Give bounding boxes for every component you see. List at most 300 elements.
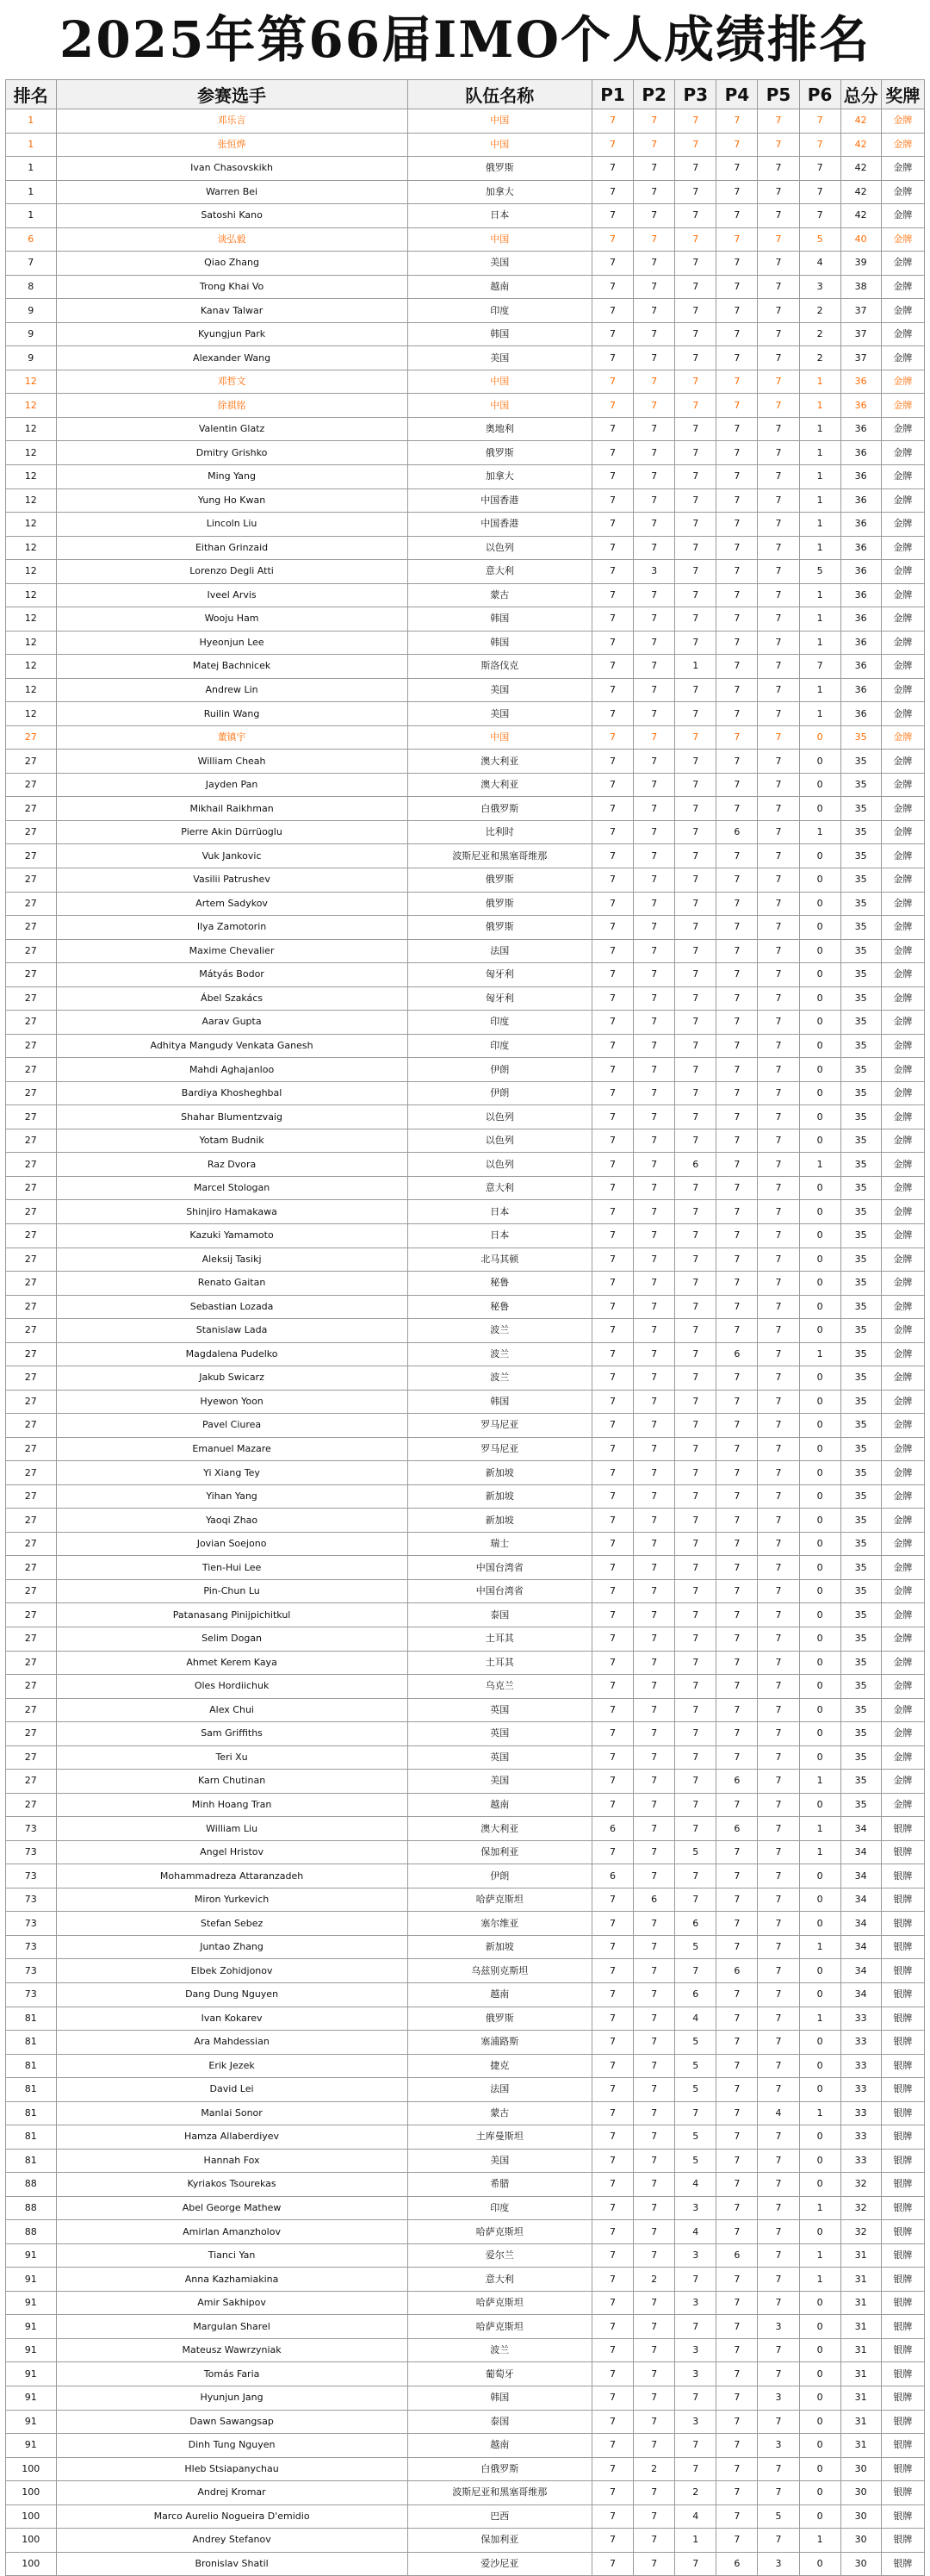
total-cell: 35 (840, 939, 881, 963)
p1-cell: 7 (592, 1698, 633, 1722)
p2-cell: 7 (634, 1556, 675, 1580)
p6-cell: 7 (799, 133, 840, 157)
p4-cell: 7 (716, 2338, 758, 2362)
p5-cell: 7 (758, 1935, 799, 1959)
p5-cell: 7 (758, 488, 799, 513)
contestant-cell: Yi Xiang Tey (56, 1461, 407, 1485)
p5-cell: 7 (758, 916, 799, 940)
table-row (6, 2504, 925, 2529)
p3-cell: 7 (675, 1532, 716, 1556)
contestant-cell: Tomás Faria (56, 2362, 407, 2386)
p4-cell: 7 (716, 204, 758, 228)
p3-cell: 7 (675, 1248, 716, 1272)
total-cell: 35 (840, 1200, 881, 1224)
p5-cell: 7 (758, 275, 799, 299)
p5-cell: 7 (758, 939, 799, 963)
p1-cell: 7 (592, 1129, 633, 1153)
p1-cell: 7 (592, 109, 633, 134)
p5-cell: 7 (758, 631, 799, 655)
table-row (6, 1034, 925, 1058)
contestant-cell: Yotam Budnik (56, 1129, 407, 1153)
medal-cell: 银牌 (881, 2529, 924, 2553)
p5-cell: 7 (758, 133, 799, 157)
table-row (6, 1248, 925, 1272)
rank-cell: 1 (6, 180, 57, 204)
rank-cell: 9 (6, 299, 57, 323)
medal-cell: 银牌 (881, 1864, 924, 1888)
team-cell: 伊朗 (407, 1864, 592, 1888)
p1-cell: 7 (592, 1509, 633, 1533)
p4-cell: 7 (716, 417, 758, 441)
table-row (6, 1176, 925, 1200)
medal-cell: 银牌 (881, 2101, 924, 2125)
table-row (6, 1627, 925, 1652)
p6-cell: 1 (799, 2007, 840, 2031)
p6-cell: 1 (799, 488, 840, 513)
p6-cell: 0 (799, 1509, 840, 1533)
team-cell: 土耳其 (407, 1651, 592, 1675)
p1-cell: 7 (592, 1603, 633, 1627)
p3-cell: 7 (675, 109, 716, 134)
team-cell: 比利时 (407, 820, 592, 844)
p2-cell: 7 (634, 1105, 675, 1129)
p4-cell: 6 (716, 2552, 758, 2576)
team-cell: 以色列 (407, 1129, 592, 1153)
p4-cell: 7 (716, 227, 758, 252)
p4-cell: 7 (716, 1912, 758, 1936)
medal-cell: 银牌 (881, 2362, 924, 2386)
table-row (6, 2125, 925, 2150)
total-cell: 36 (840, 536, 881, 560)
p4-cell: 7 (716, 1982, 758, 2007)
total-cell: 34 (840, 1888, 881, 1912)
medal-cell: 金牌 (881, 1390, 924, 1414)
p5-cell: 7 (758, 583, 799, 607)
contestant-cell: Aarav Gupta (56, 1011, 407, 1035)
rank-cell: 73 (6, 1864, 57, 1888)
p3-cell: 4 (675, 2220, 716, 2244)
total-cell: 35 (840, 1081, 881, 1105)
p5-cell: 7 (758, 1176, 799, 1200)
p4-cell: 7 (716, 1698, 758, 1722)
p4-cell: 7 (716, 2362, 758, 2386)
p1-cell: 7 (592, 464, 633, 488)
medal-cell: 金牌 (881, 370, 924, 394)
table-row (6, 1437, 925, 1461)
rank-cell: 27 (6, 1081, 57, 1105)
medal-cell: 金牌 (881, 252, 924, 276)
p3-cell: 7 (675, 1603, 716, 1627)
p1-cell: 7 (592, 2434, 633, 2458)
p6-cell: 0 (799, 1982, 840, 2007)
p6-cell: 1 (799, 513, 840, 537)
p6-cell: 1 (799, 607, 840, 632)
p3-cell: 7 (675, 1414, 716, 1438)
p4-cell: 7 (716, 109, 758, 134)
medal-cell: 金牌 (881, 1651, 924, 1675)
p4-cell: 7 (716, 1888, 758, 1912)
p4-cell: 7 (716, 1129, 758, 1153)
p5-cell: 7 (758, 1698, 799, 1722)
p6-cell: 1 (799, 631, 840, 655)
p2-cell: 7 (634, 133, 675, 157)
p2-cell: 7 (634, 299, 675, 323)
p3-cell: 7 (675, 1366, 716, 1391)
rank-cell: 91 (6, 2243, 57, 2268)
table-row (6, 2410, 925, 2434)
team-cell: 秘鲁 (407, 1295, 592, 1319)
p5-cell: 7 (758, 1579, 799, 1603)
p1-cell: 7 (592, 2268, 633, 2292)
p2-cell: 7 (634, 1034, 675, 1058)
team-cell: 美国 (407, 702, 592, 726)
total-cell: 35 (840, 1223, 881, 1248)
rank-cell: 12 (6, 702, 57, 726)
rank-cell: 27 (6, 1532, 57, 1556)
p5-cell: 7 (758, 1864, 799, 1888)
p6-cell: 5 (799, 560, 840, 584)
p2-cell: 7 (634, 631, 675, 655)
contestant-cell: David Lei (56, 2078, 407, 2102)
rank-cell: 27 (6, 1651, 57, 1675)
p4-cell: 7 (716, 2173, 758, 2197)
medal-cell: 金牌 (881, 1793, 924, 1817)
table-row (6, 750, 925, 774)
team-cell: 日本 (407, 1223, 592, 1248)
medal-cell: 金牌 (881, 1248, 924, 1272)
medal-cell: 银牌 (881, 2504, 924, 2529)
p6-cell: 0 (799, 963, 840, 987)
table-header-row (6, 80, 925, 109)
rank-cell: 27 (6, 1011, 57, 1035)
p1-cell: 7 (592, 1627, 633, 1652)
rank-cell: 27 (6, 1603, 57, 1627)
table-row (6, 702, 925, 726)
p3-cell: 7 (675, 1200, 716, 1224)
team-cell: 捷克 (407, 2054, 592, 2078)
p1-cell: 7 (592, 1176, 633, 1200)
p1-cell: 7 (592, 299, 633, 323)
contestant-cell: Bardiya Khosheghbal (56, 1081, 407, 1105)
p5-cell: 7 (758, 1888, 799, 1912)
p4-cell: 7 (716, 560, 758, 584)
p3-cell: 7 (675, 1342, 716, 1366)
total-cell: 33 (840, 2007, 881, 2031)
table-row (6, 1817, 925, 1841)
ranking-table (5, 79, 925, 2576)
p1-cell: 7 (592, 986, 633, 1011)
p1-cell: 7 (592, 2007, 633, 2031)
p6-cell: 0 (799, 1484, 840, 1509)
p6-cell: 0 (799, 1698, 840, 1722)
rank-cell: 27 (6, 1153, 57, 1177)
p3-cell: 3 (675, 2410, 716, 2434)
medal-cell: 金牌 (881, 1319, 924, 1343)
p4-cell: 7 (716, 1081, 758, 1105)
team-cell: 伊朗 (407, 1058, 592, 1082)
p3-cell: 4 (675, 2173, 716, 2197)
p1-cell: 7 (592, 1556, 633, 1580)
p1-cell: 7 (592, 750, 633, 774)
contestant-cell: Abel George Mathew (56, 2196, 407, 2220)
p2-cell: 7 (634, 1817, 675, 1841)
p5-cell: 7 (758, 394, 799, 418)
team-cell: 美国 (407, 2149, 592, 2173)
contestant-cell: Dmitry Grishko (56, 441, 407, 465)
rank-cell: 27 (6, 1366, 57, 1391)
p4-cell: 7 (716, 1745, 758, 1770)
p4-cell: 7 (716, 536, 758, 560)
contestant-cell: Kanav Talwar (56, 299, 407, 323)
p4-cell: 7 (716, 2529, 758, 2553)
rank-cell: 12 (6, 488, 57, 513)
medal-cell: 金牌 (881, 1272, 924, 1296)
p5-cell: 7 (758, 1414, 799, 1438)
total-cell: 36 (840, 513, 881, 537)
p1-cell: 7 (592, 797, 633, 821)
p3-cell: 7 (675, 133, 716, 157)
table-row (6, 2220, 925, 2244)
p1-cell: 7 (592, 1342, 633, 1366)
total-cell: 34 (840, 1817, 881, 1841)
rank-cell: 12 (6, 441, 57, 465)
p5-cell: 7 (758, 299, 799, 323)
p4-cell: 7 (716, 1627, 758, 1652)
table-row (6, 2031, 925, 2055)
contestant-cell: Qiao Zhang (56, 252, 407, 276)
p1-cell: 7 (592, 2291, 633, 2315)
p6-cell: 1 (799, 2243, 840, 2268)
rank-cell: 81 (6, 2101, 57, 2125)
p5-cell: 7 (758, 204, 799, 228)
p6-cell: 0 (799, 1437, 840, 1461)
p5-cell: 7 (758, 2173, 799, 2197)
p2-cell: 7 (634, 750, 675, 774)
total-cell: 34 (840, 1840, 881, 1864)
table-row (6, 417, 925, 441)
p3-cell: 3 (675, 2362, 716, 2386)
medal-cell: 金牌 (881, 1484, 924, 1509)
contestant-cell: Renato Gaitan (56, 1272, 407, 1296)
contestant-cell: Ruilin Wang (56, 702, 407, 726)
p5-cell: 7 (758, 1011, 799, 1035)
total-cell: 35 (840, 916, 881, 940)
p2-cell: 7 (634, 157, 675, 181)
p4-cell: 6 (716, 1959, 758, 1983)
p5-cell: 7 (758, 1153, 799, 1177)
p2-cell: 7 (634, 1959, 675, 1983)
p4-cell: 7 (716, 702, 758, 726)
total-cell: 35 (840, 1603, 881, 1627)
rank-cell: 27 (6, 1770, 57, 1794)
p6-cell: 0 (799, 2552, 840, 2576)
p4-cell: 7 (716, 2434, 758, 2458)
p5-cell: 7 (758, 1982, 799, 2007)
p1-cell: 7 (592, 844, 633, 868)
rank-cell: 27 (6, 1627, 57, 1652)
medal-cell: 金牌 (881, 986, 924, 1011)
p3-cell: 7 (675, 797, 716, 821)
team-cell: 法国 (407, 939, 592, 963)
team-cell: 塞尔维亚 (407, 1912, 592, 1936)
p3-cell: 1 (675, 2529, 716, 2553)
p4-cell: 7 (716, 1840, 758, 1864)
p3-cell: 7 (675, 560, 716, 584)
p3-cell: 5 (675, 2078, 716, 2102)
p1-cell: 7 (592, 1745, 633, 1770)
p1-cell: 7 (592, 678, 633, 702)
table-row (6, 963, 925, 987)
rank-cell: 27 (6, 1034, 57, 1058)
table-row (6, 1745, 925, 1770)
contestant-cell: Valentin Glatz (56, 417, 407, 441)
rank-cell: 27 (6, 986, 57, 1011)
p1-cell: 7 (592, 1011, 633, 1035)
table-row (6, 1603, 925, 1627)
team-cell: 俄罗斯 (407, 916, 592, 940)
contestant-cell: Alexander Wang (56, 346, 407, 370)
p6-cell: 0 (799, 1105, 840, 1129)
p3-cell: 7 (675, 1176, 716, 1200)
contestant-cell: 徐祺铭 (56, 394, 407, 418)
contestant-cell: Yung Ho Kwan (56, 488, 407, 513)
p1-cell: 7 (592, 2529, 633, 2553)
medal-cell: 金牌 (881, 583, 924, 607)
total-cell: 39 (840, 252, 881, 276)
total-cell: 35 (840, 1627, 881, 1652)
total-cell: 35 (840, 1509, 881, 1533)
rank-cell: 27 (6, 1176, 57, 1200)
contestant-cell: Karn Chutinan (56, 1770, 407, 1794)
team-cell: 中国香港 (407, 488, 592, 513)
p6-cell: 0 (799, 2054, 840, 2078)
contestant-cell: Yaoqi Zhao (56, 1509, 407, 1533)
contestant-cell: Jayden Pan (56, 773, 407, 797)
table-row (6, 1651, 925, 1675)
team-cell: 中国 (407, 227, 592, 252)
p1-cell: 7 (592, 868, 633, 893)
total-cell: 33 (840, 2101, 881, 2125)
team-cell: 中国 (407, 370, 592, 394)
team-cell: 日本 (407, 204, 592, 228)
contestant-cell: Mohammadreza Attaranzadeh (56, 1864, 407, 1888)
p6-cell: 0 (799, 1745, 840, 1770)
team-cell: 越南 (407, 1982, 592, 2007)
header-team: 队伍名称 (407, 80, 592, 109)
p4-cell: 7 (716, 939, 758, 963)
p2-cell: 7 (634, 2552, 675, 2576)
p2-cell: 7 (634, 1129, 675, 1153)
p3-cell: 7 (675, 2434, 716, 2458)
p2-cell: 7 (634, 2101, 675, 2125)
medal-cell: 银牌 (881, 2196, 924, 2220)
team-cell: 越南 (407, 2434, 592, 2458)
p6-cell: 1 (799, 1817, 840, 1841)
contestant-cell: Elbek Zohidjonov (56, 1959, 407, 1983)
team-cell: 韩国 (407, 631, 592, 655)
total-cell: 30 (840, 2504, 881, 2529)
total-cell: 33 (840, 2125, 881, 2150)
p6-cell: 0 (799, 1366, 840, 1391)
table-row (6, 1390, 925, 1414)
p2-cell: 7 (634, 1461, 675, 1485)
p2-cell: 7 (634, 2362, 675, 2386)
team-cell: 以色列 (407, 1153, 592, 1177)
team-cell: 爱尔兰 (407, 2243, 592, 2268)
p1-cell: 7 (592, 2362, 633, 2386)
medal-cell: 银牌 (881, 2291, 924, 2315)
p5-cell: 7 (758, 1840, 799, 1864)
medal-cell: 银牌 (881, 2125, 924, 2150)
p2-cell: 7 (634, 916, 675, 940)
p1-cell: 7 (592, 1793, 633, 1817)
table-row (6, 939, 925, 963)
total-cell: 35 (840, 868, 881, 893)
contestant-cell: Warren Bei (56, 180, 407, 204)
contestant-cell: 谈弘毅 (56, 227, 407, 252)
p1-cell: 7 (592, 1295, 633, 1319)
p2-cell: 3 (634, 560, 675, 584)
rank-cell: 27 (6, 1390, 57, 1414)
p4-cell: 7 (716, 892, 758, 916)
total-cell: 33 (840, 2031, 881, 2055)
p3-cell: 7 (675, 2457, 716, 2481)
total-cell: 35 (840, 1295, 881, 1319)
medal-cell: 银牌 (881, 1888, 924, 1912)
p4-cell: 7 (716, 2410, 758, 2434)
p1-cell: 7 (592, 157, 633, 181)
total-cell: 35 (840, 1579, 881, 1603)
table-row (6, 797, 925, 821)
contestant-cell: Dang Dung Nguyen (56, 1982, 407, 2007)
p5-cell: 7 (758, 2078, 799, 2102)
p6-cell: 0 (799, 844, 840, 868)
medal-cell: 金牌 (881, 868, 924, 893)
p6-cell: 0 (799, 1579, 840, 1603)
team-cell: 乌克兰 (407, 1675, 592, 1699)
p6-cell: 0 (799, 2481, 840, 2505)
contestant-cell: Marcel Stologan (56, 1176, 407, 1200)
contestant-cell: Margulan Sharel (56, 2315, 407, 2339)
rank-cell: 73 (6, 1982, 57, 2007)
p6-cell: 0 (799, 1058, 840, 1082)
p4-cell: 7 (716, 1437, 758, 1461)
team-cell: 印度 (407, 1034, 592, 1058)
p2-cell: 7 (634, 1603, 675, 1627)
contestant-cell: 张恒烨 (56, 133, 407, 157)
p1-cell: 7 (592, 1888, 633, 1912)
p6-cell: 2 (799, 299, 840, 323)
medal-cell: 银牌 (881, 2243, 924, 2268)
p2-cell: 7 (634, 275, 675, 299)
p5-cell: 4 (758, 2101, 799, 2125)
p4-cell: 7 (716, 750, 758, 774)
table-row (6, 133, 925, 157)
total-cell: 33 (840, 2054, 881, 2078)
table-row (6, 1461, 925, 1485)
p3-cell: 7 (675, 346, 716, 370)
medal-cell: 金牌 (881, 1414, 924, 1438)
p2-cell: 7 (634, 346, 675, 370)
team-cell: 印度 (407, 2196, 592, 2220)
p3-cell: 7 (675, 2101, 716, 2125)
contestant-cell: Sam Griffiths (56, 1722, 407, 1746)
p2-cell: 7 (634, 536, 675, 560)
p6-cell: 1 (799, 678, 840, 702)
contestant-cell: Magdalena Pudelko (56, 1342, 407, 1366)
total-cell: 35 (840, 750, 881, 774)
contestant-cell: Kyriakos Tsourekas (56, 2173, 407, 2197)
